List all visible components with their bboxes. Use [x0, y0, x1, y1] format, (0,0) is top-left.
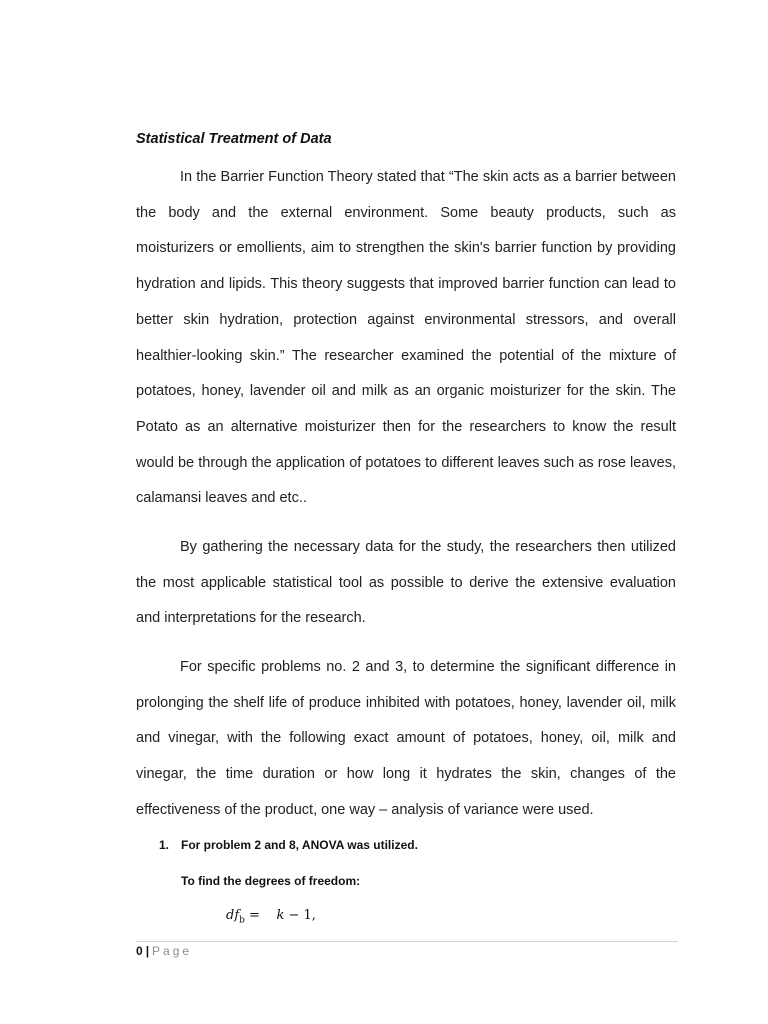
- degrees-of-freedom-formula: [226, 908, 316, 926]
- formula-lhs-variable: df: [226, 908, 240, 923]
- page-footer: [136, 944, 192, 958]
- paragraph-specific-problems: For specific problems no. 2 and 3, to determine the significant difference in prolonging the shelf life of produce inhibited with potatoes, honey, lavender oil, milk and vinegar, with the following exact amount of potatoes, honey, oil, milk and vinegar, the time duration or how long it hydrates the skin, changes of the effectiveness of the product, one way – analysis of variance were used.: [136, 659, 676, 818]
- paragraph-data-gathering: By gathering the necessary data for the study, the researchers then utilized the most applicable statistical tool as possible to derive the extensive evaluation and interpretations for the research.: [136, 539, 676, 627]
- section-heading: Statistical Treatment of Data: [136, 131, 332, 147]
- numbered-list-item: [159, 838, 418, 852]
- footer-page-number: 0: [136, 944, 143, 958]
- formula-rhs-variable: k: [276, 908, 285, 923]
- list-number: 1.: [159, 838, 170, 852]
- paragraph-barrier-theory: In the Barrier Function Theory stated that “The skin acts as a barrier between the body and the external environment. Some beauty products, such as moisturizers or emollients, aim to strengthen the skin's barrier function by providing hydration and lipids. This theory suggests that improved barrier function can lead to better skin hydration, protection against environmental stressors, and overall healthier-looking skin.” The researcher examined the potential of the mixture of potatoes, honey, lavender oil and milk as an organic moisturizer for the skin. The Potato as an alternative moisturizer then for the researchers to know the result would be through the application of potatoes to different leaves such as rose leaves, calamansi leaves and etc..: [136, 169, 676, 507]
- list-item-text: For problem 2 and 8, ANOVA was utilized.: [181, 838, 418, 852]
- footer-divider: [136, 941, 678, 942]
- degrees-of-freedom-subheading: To find the degrees of freedom:: [181, 874, 361, 888]
- formula-lhs-subscript: b: [239, 915, 245, 926]
- formula-equals: =: [244, 908, 277, 923]
- formula-rhs-rest: − 1,: [284, 908, 316, 923]
- footer-separator: |: [145, 944, 150, 958]
- footer-page-label: Page: [152, 944, 193, 958]
